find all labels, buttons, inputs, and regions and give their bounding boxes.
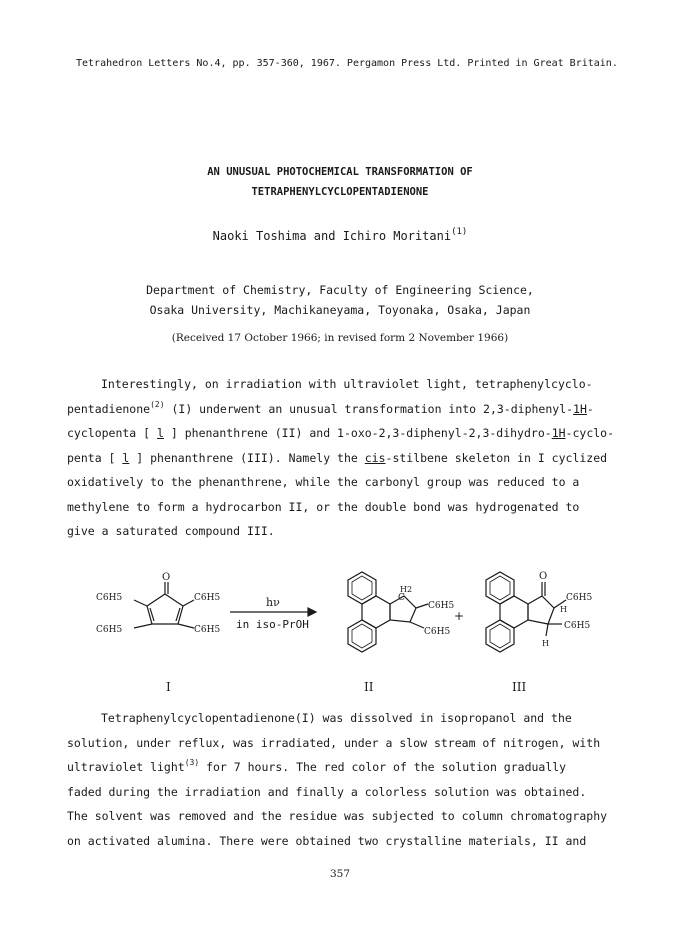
cyclopentanone-ring — [528, 596, 554, 624]
page-number: 357 — [329, 868, 351, 880]
cyclopentadienone-ring — [147, 594, 183, 624]
compound-label-iii: III — [512, 680, 527, 694]
hydrogen-bond — [546, 624, 548, 636]
phenyl-label: C6H5 — [194, 593, 221, 603]
compound-iii-structure — [486, 572, 566, 652]
hydrogen-label: H — [560, 605, 567, 614]
phenyl-label: C6H5 — [96, 593, 123, 603]
aromatic-ring-inner — [490, 624, 510, 648]
text-run: for 7 hours. The red color of the solution gradually — [199, 760, 567, 774]
text-run: -stilbene skeleton in I cyclized — [385, 450, 608, 465]
text-run: ] phenanthrene (II) and 1-oxo-2,3-diphenyl-2,3-dihydro- — [163, 426, 552, 440]
compound-label-ii: II — [364, 680, 374, 694]
methylene-c-label: C — [398, 593, 405, 603]
compound-label-i: I — [166, 680, 171, 694]
article-title-line-2: TETRAPHENYLCYCLOPENTADIENONE — [251, 186, 429, 198]
text-run: pentadienone — [67, 401, 151, 416]
paragraph-2 — [67, 706, 615, 853]
phenyl-bond — [183, 600, 194, 606]
paragraph-1-line — [67, 446, 615, 471]
phenyl-label: C6H5 — [428, 601, 455, 611]
reagent-light: hν — [266, 596, 280, 609]
phenyl-bond — [410, 622, 424, 628]
underlined-text: 1H — [573, 401, 587, 416]
footnote-ref: (3) — [184, 758, 200, 767]
oxygen-label: O — [539, 571, 548, 582]
paragraph-2-line: Tetraphenylcyclopentadienone(I) was dissolved in isopropanol and the — [101, 711, 572, 725]
paragraph-1-line: give a saturated compound III. — [67, 524, 275, 538]
article-title-line-1: AN UNUSUAL PHOTOCHEMICAL TRANSFORMATION OF — [207, 166, 473, 178]
phenyl-label: C6H5 — [564, 621, 591, 631]
affiliation-address: Osaka University, Machikaneyama, Toyonaka, Osaka, Japan — [149, 303, 531, 317]
paragraph-2-line: faded during the irradiation and finally a colorless solution was obtained. — [67, 784, 587, 799]
phenyl-bond — [134, 624, 152, 628]
paragraph-1-line: Interestingly, on irradiation with ultraviolet light, tetraphenylcyclo- — [101, 377, 593, 391]
paragraph-1 — [67, 372, 615, 544]
central-ring — [362, 596, 390, 628]
compound-ii-structure — [348, 572, 428, 652]
paragraph-1-line: oxidatively to the phenanthrene, while the carbonyl group was reduced to a — [67, 475, 580, 489]
text-run: ultraviolet light — [67, 760, 185, 774]
text-run: ] phenanthrene (III). Namely the — [129, 450, 365, 465]
underlined-text: cis — [364, 450, 386, 465]
methylene-h2-label: H2 — [400, 585, 413, 594]
paragraph-1-line — [67, 397, 615, 422]
compound-i-structure — [134, 582, 194, 628]
text-run: - — [586, 401, 594, 416]
paragraph-2-line — [67, 755, 615, 780]
phenyl-bond — [178, 624, 194, 628]
reaction-scheme — [90, 566, 610, 686]
paragraph-2-line: solution, under reflux, was irradiated, under a slow stream of nitrogen, with — [67, 735, 601, 750]
paragraph-2-line: on activated alumina. There were obtained two crystalline materials, II and — [67, 833, 587, 848]
author-footnote-ref: (1) — [451, 227, 468, 237]
text-run: penta [ — [67, 450, 123, 465]
affiliation-department: Department of Chemistry, Faculty of Engineering Science, — [146, 283, 534, 297]
text-run: (I) underwent an unusual transformation into 2,3-diphenyl- — [164, 401, 574, 416]
central-ring — [500, 596, 528, 628]
text-run: cyclopenta [ — [67, 426, 158, 440]
aromatic-ring-inner — [352, 624, 372, 648]
underlined-text: l — [157, 426, 164, 440]
phenyl-label: C6H5 — [194, 625, 221, 635]
phenyl-bond — [134, 600, 147, 606]
paragraph-1-line: methylene to form a hydrocarbon II, or the double bond was hydrogenated to — [67, 499, 580, 514]
authors — [0, 229, 680, 243]
text-run: -cyclo- — [565, 426, 615, 440]
phenyl-bond — [416, 604, 428, 608]
author-names: Naoki Toshima and Ichiro Moritani — [212, 229, 452, 243]
reagent-solvent: in iso-PrOH — [236, 618, 309, 631]
phenyl-label: C6H5 — [566, 593, 593, 603]
plus-sign: + — [454, 609, 465, 623]
oxygen-label: O — [162, 572, 171, 583]
aromatic-ring-inner — [490, 576, 510, 600]
footnote-ref: (2) — [150, 399, 165, 409]
phenyl-label: C6H5 — [424, 627, 451, 637]
hydrogen-label: H — [542, 639, 549, 648]
paragraph-1-line — [67, 421, 615, 446]
underlined-text: l — [122, 450, 130, 465]
underlined-text: 1H — [551, 426, 566, 440]
received-date: (Received 17 October 1966; in revised form 2 November 1966) — [171, 332, 509, 344]
paragraph-2-line: The solvent was removed and the residue was subjected to column chromatography — [67, 809, 608, 823]
aromatic-ring-inner — [352, 576, 372, 600]
journal-header: Tetrahedron Letters No.4, pp. 357-360, 1967. Pergamon Press Ltd. Printed in Great Britain. — [76, 58, 618, 69]
phenyl-label: C6H5 — [96, 625, 123, 635]
reaction-arrow-head — [308, 608, 316, 616]
